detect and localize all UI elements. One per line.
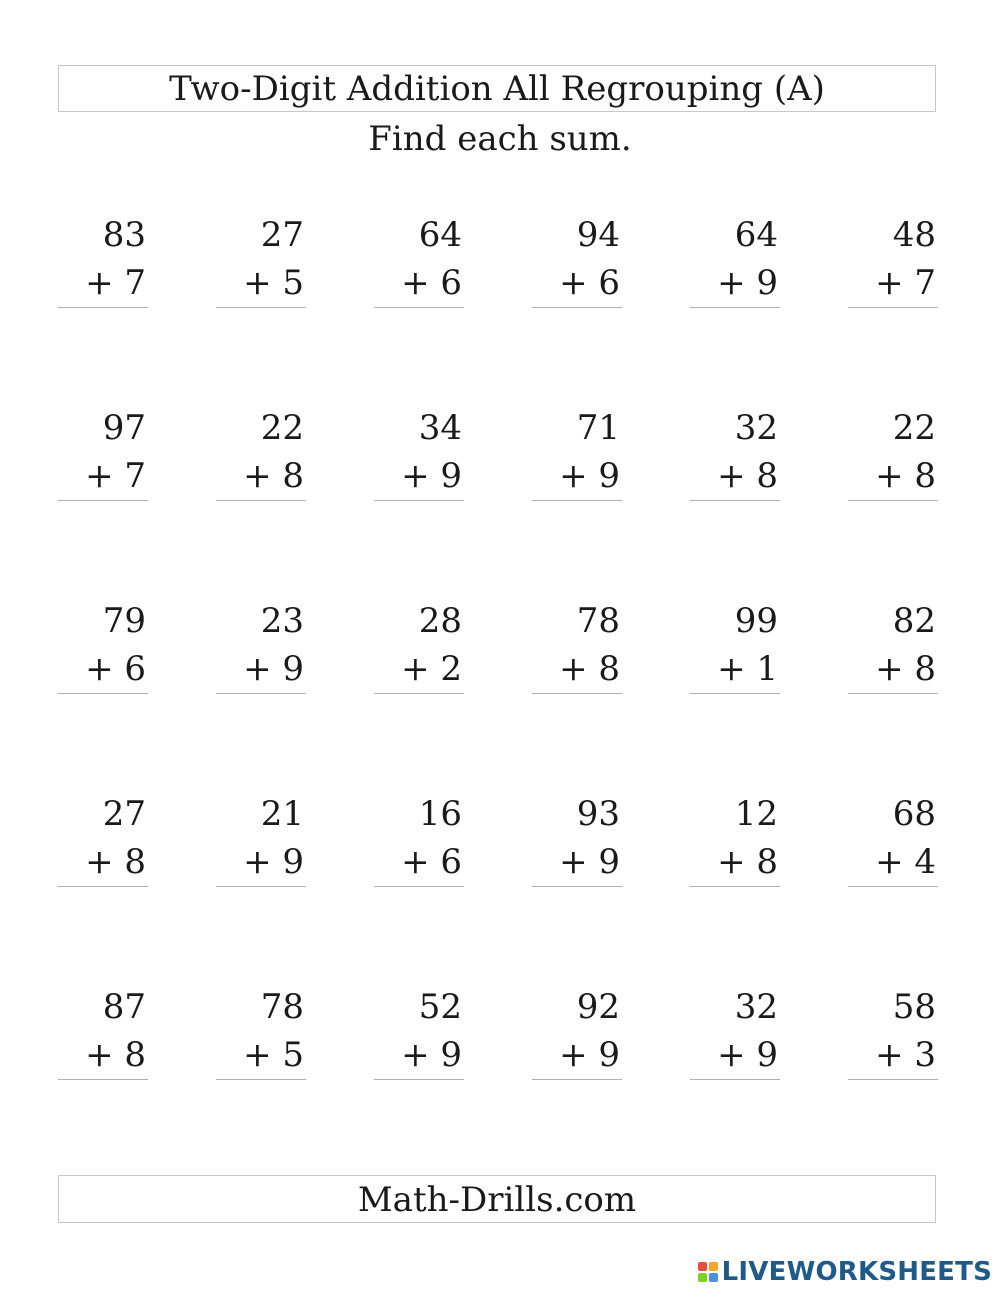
addition-problem: [690, 600, 780, 700]
answer-line: [532, 693, 622, 694]
addend-top: 16: [418, 794, 462, 834]
addend-bottom: + 8: [85, 842, 146, 882]
addend-top: 34: [418, 408, 462, 448]
worksheet-instructions: Find each sum.: [368, 119, 632, 159]
answer-line: [58, 1079, 148, 1080]
addend-top: 68: [892, 794, 936, 834]
answer-line: [216, 1079, 306, 1080]
addition-problem: [58, 986, 148, 1086]
addition-problem: [532, 793, 622, 893]
addition-problem: [58, 600, 148, 700]
addend-bottom: + 7: [85, 263, 146, 303]
addition-problem: [532, 600, 622, 700]
answer-line: [690, 1079, 780, 1080]
addition-problem: [58, 214, 148, 314]
footer-source: Math-Drills.com: [58, 1175, 936, 1223]
addend-bottom: + 9: [559, 1035, 620, 1075]
answer-line: [374, 500, 464, 501]
addend-bottom: + 6: [559, 263, 620, 303]
addition-problem: [374, 600, 464, 700]
addition-problem: [216, 214, 306, 314]
addend-bottom: + 8: [559, 649, 620, 689]
addition-problem: [690, 986, 780, 1086]
answer-line: [216, 693, 306, 694]
addend-top: 71: [576, 408, 620, 448]
addend-top: 92: [576, 987, 620, 1027]
addend-top: 97: [102, 408, 146, 448]
addition-problem: [690, 793, 780, 893]
answer-line: [690, 307, 780, 308]
addend-bottom: + 8: [717, 842, 778, 882]
liveworksheets-blocks-icon: [698, 1262, 718, 1282]
addition-problem: [374, 214, 464, 314]
addend-bottom: + 9: [717, 263, 778, 303]
answer-line: [848, 1079, 938, 1080]
addition-problem: [848, 793, 938, 893]
addend-top: 58: [892, 987, 936, 1027]
addend-bottom: + 5: [243, 263, 304, 303]
logo-block-1: [698, 1262, 707, 1271]
addition-problem: [216, 407, 306, 507]
addend-top: 48: [892, 215, 936, 255]
addend-bottom: + 8: [243, 456, 304, 496]
addend-top: 64: [734, 215, 778, 255]
addend-top: 52: [418, 987, 462, 1027]
answer-line: [848, 307, 938, 308]
answer-line: [374, 307, 464, 308]
addend-top: 94: [576, 215, 620, 255]
addition-problem: [532, 407, 622, 507]
addend-bottom: + 5: [243, 1035, 304, 1075]
answer-line: [374, 693, 464, 694]
logo-block-3: [698, 1273, 707, 1282]
answer-line: [690, 693, 780, 694]
liveworksheets-logo[interactable]: [698, 1255, 992, 1289]
addend-bottom: + 9: [717, 1035, 778, 1075]
addend-bottom: + 7: [875, 263, 936, 303]
addend-bottom: + 6: [401, 263, 462, 303]
addend-bottom: + 8: [717, 456, 778, 496]
answer-line: [532, 307, 622, 308]
addition-problem: [848, 214, 938, 314]
addend-top: 83: [102, 215, 146, 255]
addition-problem: [374, 986, 464, 1086]
answer-line: [848, 693, 938, 694]
addition-problem: [848, 600, 938, 700]
worksheet-title: Two-Digit Addition All Regrouping (A): [58, 65, 936, 112]
addition-problem: [532, 214, 622, 314]
addition-problem: [216, 986, 306, 1086]
answer-line: [374, 1079, 464, 1080]
answer-line: [374, 886, 464, 887]
addend-top: 87: [102, 987, 146, 1027]
answer-line: [848, 886, 938, 887]
answer-line: [216, 886, 306, 887]
addend-bottom: + 9: [243, 649, 304, 689]
addend-top: 27: [260, 215, 304, 255]
addend-top: 32: [734, 408, 778, 448]
addend-bottom: + 9: [559, 456, 620, 496]
addition-problem: [532, 986, 622, 1086]
addend-top: 93: [576, 794, 620, 834]
addend-bottom: + 7: [85, 456, 146, 496]
addend-bottom: + 2: [401, 649, 462, 689]
answer-line: [532, 1079, 622, 1080]
answer-line: [58, 500, 148, 501]
logo-block-2: [709, 1262, 718, 1271]
answer-line: [58, 886, 148, 887]
addition-problem: [690, 214, 780, 314]
answer-line: [532, 886, 622, 887]
addend-top: 82: [892, 601, 936, 641]
addition-problem: [848, 407, 938, 507]
addend-bottom: + 3: [875, 1035, 936, 1075]
addition-problem: [58, 793, 148, 893]
answer-line: [58, 693, 148, 694]
addend-bottom: + 1: [717, 649, 778, 689]
addend-bottom: + 9: [243, 842, 304, 882]
addend-top: 78: [260, 987, 304, 1027]
addend-bottom: + 9: [401, 1035, 462, 1075]
addend-bottom: + 8: [85, 1035, 146, 1075]
addend-top: 79: [102, 601, 146, 641]
answer-line: [848, 500, 938, 501]
liveworksheets-wordmark: LIVEWORKSHEETS: [721, 1257, 992, 1287]
addend-top: 32: [734, 987, 778, 1027]
addend-bottom: + 8: [875, 649, 936, 689]
addend-bottom: + 8: [875, 456, 936, 496]
addend-top: 22: [892, 408, 936, 448]
addend-top: 99: [734, 601, 778, 641]
answer-line: [690, 886, 780, 887]
addend-top: 22: [260, 408, 304, 448]
addend-top: 12: [734, 794, 778, 834]
addend-bottom: + 9: [401, 456, 462, 496]
answer-line: [690, 500, 780, 501]
addition-problem: [216, 793, 306, 893]
addition-problem: [216, 600, 306, 700]
addition-problem: [848, 986, 938, 1086]
addition-problem: [690, 407, 780, 507]
addition-problem: [374, 793, 464, 893]
addend-top: 64: [418, 215, 462, 255]
answer-line: [216, 500, 306, 501]
addend-bottom: + 4: [875, 842, 936, 882]
addition-problem: [374, 407, 464, 507]
addend-top: 28: [418, 601, 462, 641]
addend-bottom: + 6: [401, 842, 462, 882]
answer-line: [532, 500, 622, 501]
answer-line: [58, 307, 148, 308]
logo-block-4: [709, 1273, 718, 1282]
addend-top: 23: [260, 601, 304, 641]
addend-top: 78: [576, 601, 620, 641]
addition-problem: [58, 407, 148, 507]
addend-top: 21: [260, 794, 304, 834]
addend-top: 27: [102, 794, 146, 834]
answer-line: [216, 307, 306, 308]
addend-bottom: + 6: [85, 649, 146, 689]
addend-bottom: + 9: [559, 842, 620, 882]
